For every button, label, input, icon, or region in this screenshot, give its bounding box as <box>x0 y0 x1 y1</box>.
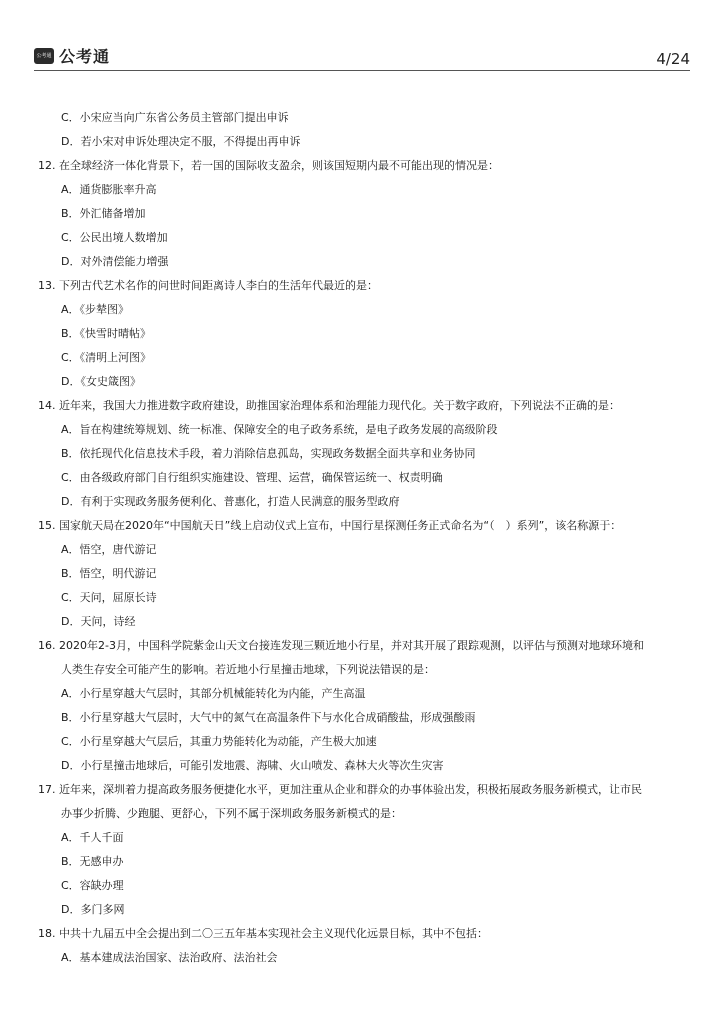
answer-option: A．小行星穿越大气层时，其部分机械能转化为内能，产生高温 <box>61 687 366 700</box>
logo-badge-icon: 公考通 <box>34 48 54 64</box>
document-body <box>34 106 690 970</box>
answer-option: B．外汇储备增加 <box>61 207 146 220</box>
answer-option: D．天问，诗经 <box>61 615 136 628</box>
answer-option: A．基本建成法治国家、法治政府、法治社会 <box>61 951 278 964</box>
question-text-continued: 人类生存安全可能产生的影响。若近地小行星撞击地球，下列说法错误的是： <box>61 663 435 676</box>
question-text: 14. 近年来，我国大力推进数字政府建设，助推国家治理体系和治理能力现代化。关于数字政府，下列说法不正确的是： <box>38 399 620 412</box>
answer-option: A．《步辇图》 <box>61 303 130 316</box>
header-divider <box>34 70 690 71</box>
answer-option: B．《快雪时晴帖》 <box>61 327 152 340</box>
answer-option: B．无感申办 <box>61 855 124 868</box>
question-text: 13. 下列古代艺术名作的问世时间距离诗人李白的生活年代最近的是： <box>38 279 378 292</box>
answer-option: C．天问，屈原长诗 <box>61 591 157 604</box>
answer-option: D．对外清偿能力增强 <box>61 255 169 268</box>
answer-option: C．小宋应当向广东省公务员主管部门提出申诉 <box>61 111 289 124</box>
answer-option: A．悟空，唐代游记 <box>61 543 157 556</box>
answer-option: D．有利于实现政务服务便利化、普惠化，打造人民满意的服务型政府 <box>61 495 400 508</box>
answer-option: C．小行星穿越大气层后，其重力势能转化为动能，产生极大加速 <box>61 735 377 748</box>
logo-text: 公考通 <box>59 47 111 66</box>
answer-option: B．悟空，明代游记 <box>61 567 157 580</box>
answer-option: B．小行星穿越大气层时，大气中的氮气在高温条件下与水化合成硝酸盐，形成强酸雨 <box>61 711 476 724</box>
page-number: 4/24 <box>656 50 690 68</box>
answer-option: C．公民出境人数增加 <box>61 231 168 244</box>
logo <box>34 44 110 67</box>
question-text: 12. 在全球经济一体化背景下，若一国的国际收支盈余，则该国短期内最不可能出现的情况是： <box>38 159 499 172</box>
answer-option: A．通货膨胀率升高 <box>61 183 157 196</box>
answer-option: A．旨在构建统筹规划、统一标准、保障安全的电子政务系统，是电子政务发展的高级阶段 <box>61 423 498 436</box>
answer-option: C．由各级政府部门自行组织实施建设、管理、运营，确保管运统一、权责明确 <box>61 471 443 484</box>
question-text-continued: 办事少折腾、少跑腿、更舒心，下列不属于深圳政务服务新模式的是： <box>61 807 402 820</box>
answer-option: A．千人千面 <box>61 831 124 844</box>
answer-option: C．容缺办理 <box>61 879 124 892</box>
answer-option: D．若小宋对申诉处理决定不服，不得提出再申诉 <box>61 135 301 148</box>
question-text: 17. 近年来，深圳着力提高政务服务便捷化水平，更加注重从企业和群众的办事体验出发，积极拓展政务服务新模式，让市民 <box>38 783 642 796</box>
question-text: 16. 2020年2-3月，中国科学院紫金山天文台接连发现三颗近地小行星，并对其开展了跟踪观测，以评估与预测对地球环境和 <box>38 639 644 652</box>
answer-option: D．《女史箴图》 <box>61 375 141 388</box>
question-text: 15. 国家航天局在2020年“中国航天日”线上启动仪式上宣布，中国行星探测任务正式命名为“（ ）系列”，该名称源于： <box>38 519 622 532</box>
answer-option: C．《清明上河图》 <box>61 351 152 364</box>
page-header <box>34 44 690 70</box>
answer-option: B．依托现代化信息技术手段，着力消除信息孤岛，实现政务数据全面共享和业务协同 <box>61 447 476 460</box>
answer-option: D．小行星撞击地球后，可能引发地震、海啸、火山喷发、森林大火等次生灾害 <box>61 759 444 772</box>
answer-option: D．多门多网 <box>61 903 125 916</box>
question-text: 18. 中共十九届五中全会提出到二〇三五年基本实现社会主义现代化远景目标，其中不包括： <box>38 927 488 940</box>
